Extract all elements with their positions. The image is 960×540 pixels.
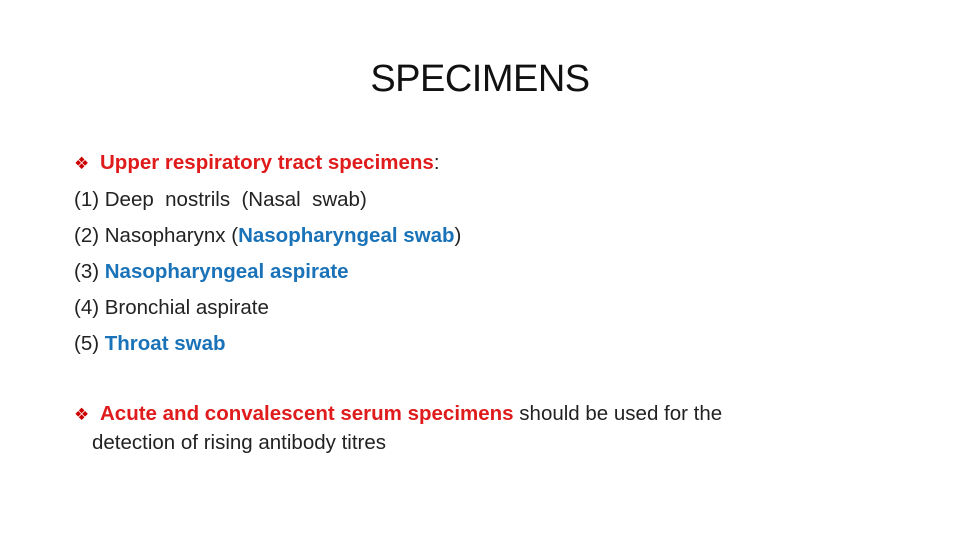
list-item: (1) Deep nostrils (Nasal swab) [74, 188, 367, 211]
bullet-heading: Upper respiratory tract specimens [100, 151, 434, 174]
bullet-line [74, 400, 934, 429]
diamond-bullet-icon: ❖ [74, 405, 90, 424]
list-item: (4) Bronchial aspirate [74, 296, 269, 319]
title-text: SPECIMENS [370, 58, 590, 100]
bullet-continuation: detection of rising antibody titres [92, 431, 386, 454]
list-item: (5) Throat swab [74, 332, 226, 355]
bullet-text: should be used for the [513, 402, 723, 425]
diamond-bullet-icon: ❖ [74, 154, 90, 173]
bullet-upper-respiratory [74, 145, 934, 362]
bullet-serum [74, 400, 934, 457]
list-item: (2) Nasopharynx (Nasopharyngeal swab) [74, 224, 462, 247]
bullet-heading: Acute and convalescent serum specimens [100, 402, 514, 425]
bullet-colon: : [433, 151, 440, 174]
list-item: (3) Nasopharyngeal aspirate [74, 260, 349, 283]
slide-title [0, 58, 960, 101]
bullet-line [74, 145, 934, 182]
